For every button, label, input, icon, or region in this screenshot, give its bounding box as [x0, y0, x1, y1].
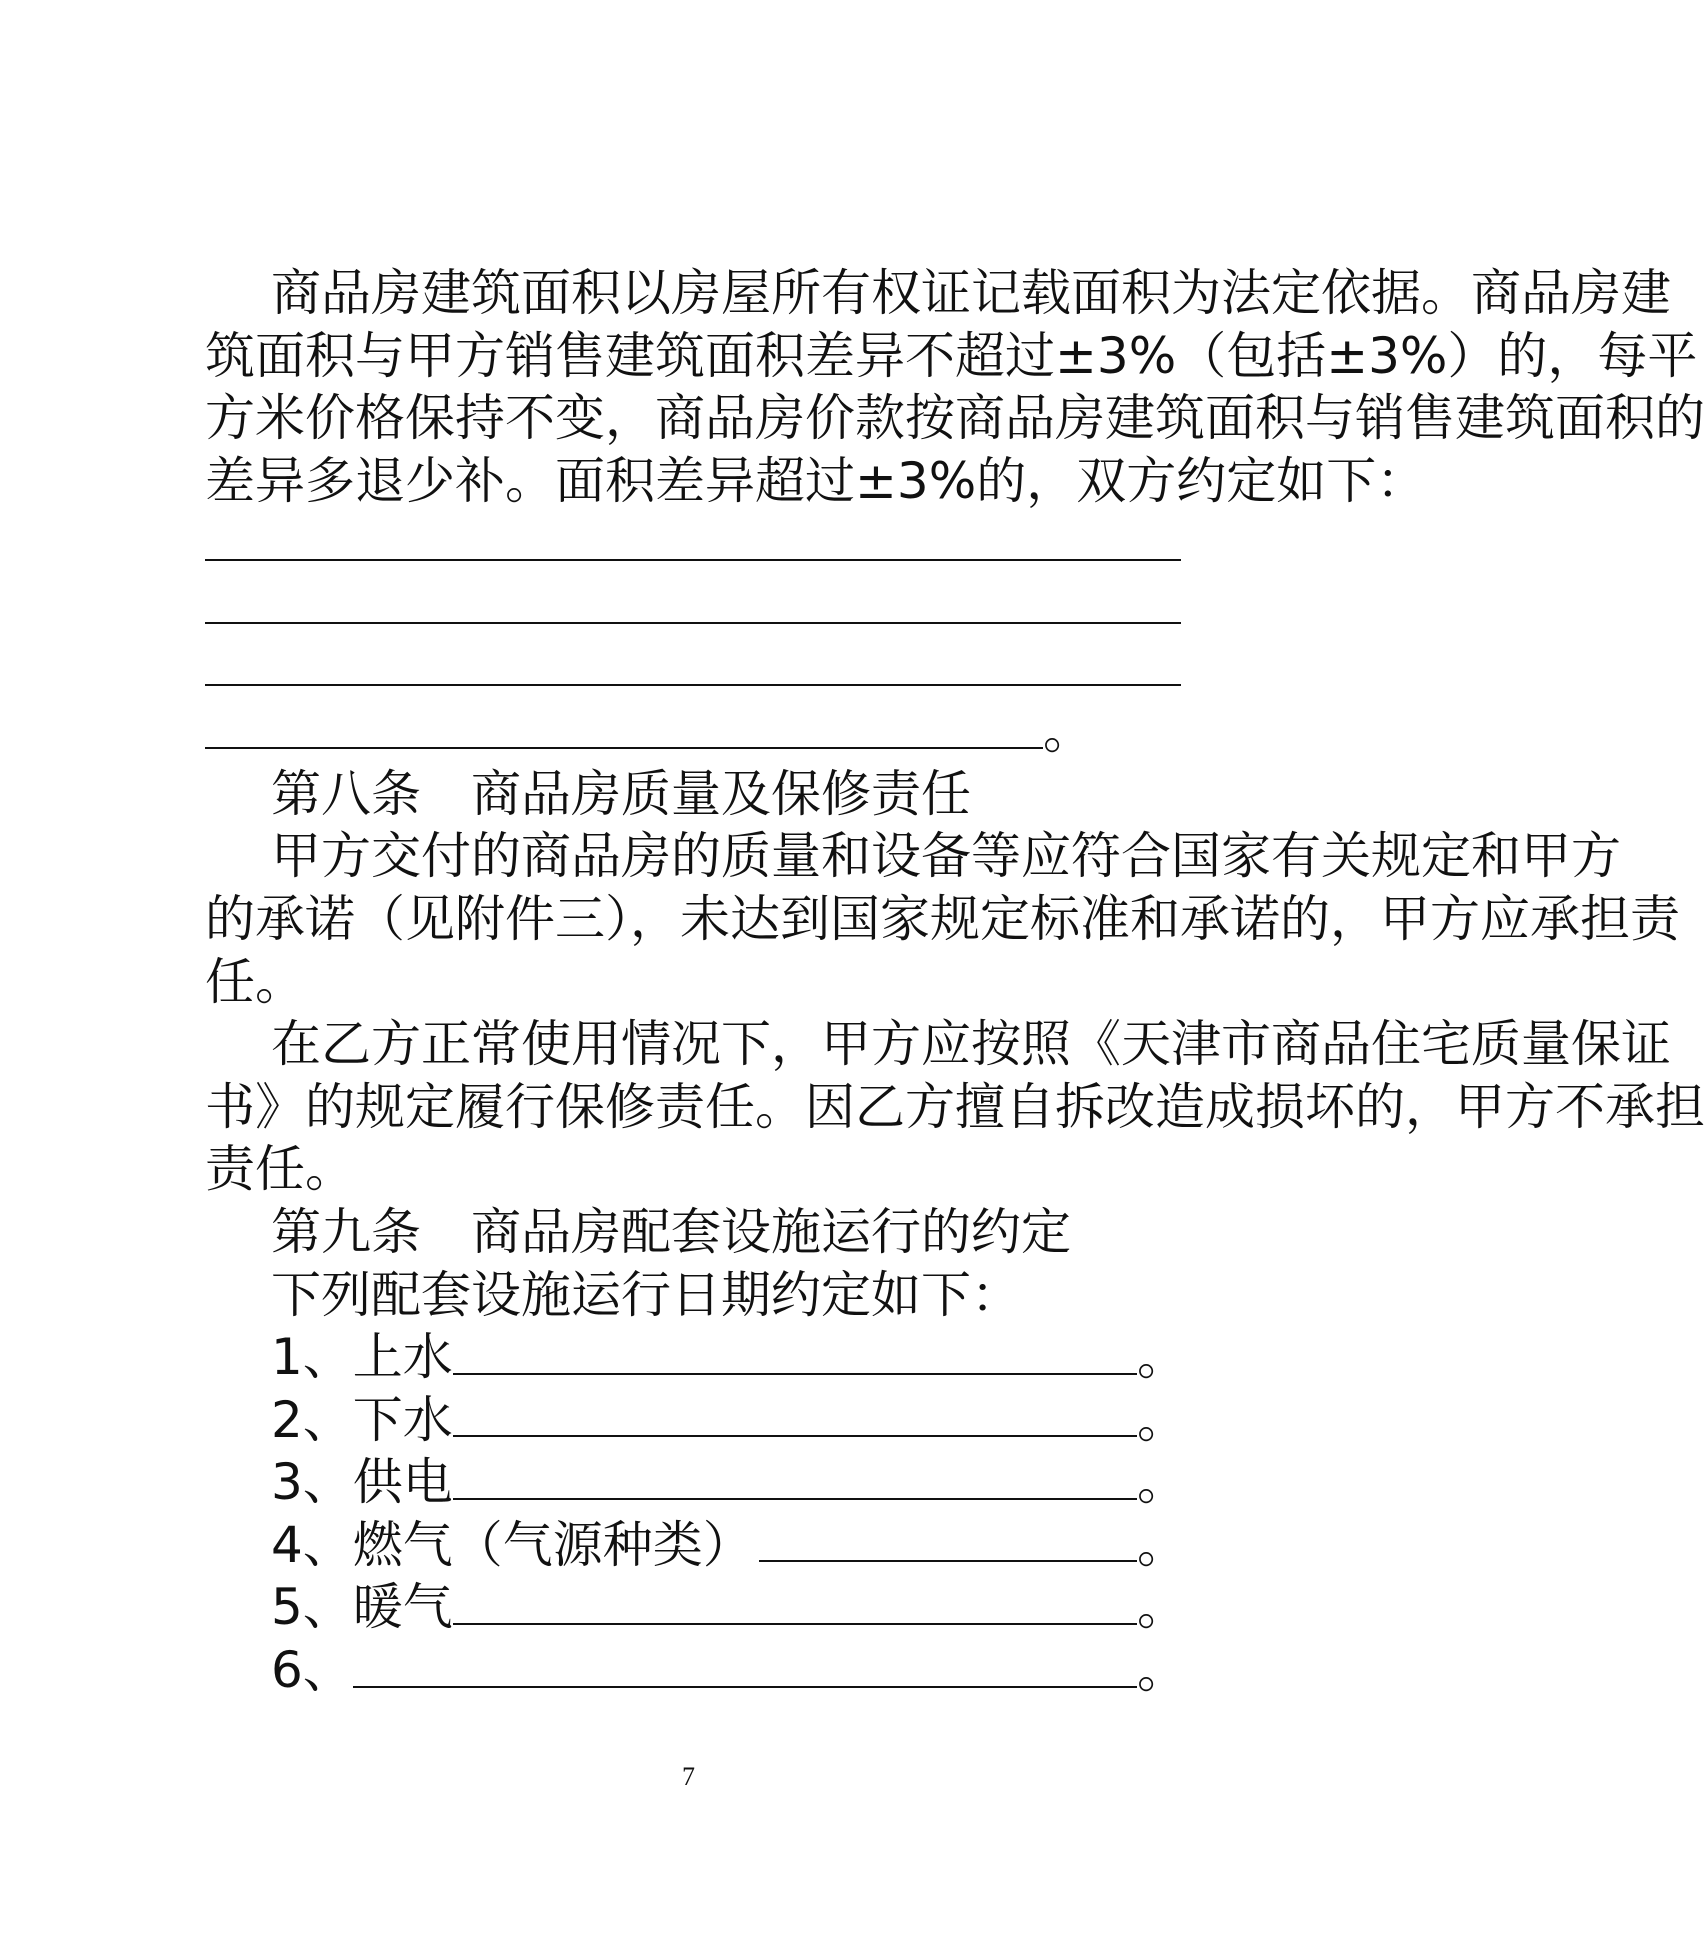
- facility-item-other[interactable]: [205, 1639, 1187, 1702]
- item-label: 2、下水: [271, 1390, 453, 1449]
- fill-blank[interactable]: [353, 1686, 1137, 1688]
- text-line: 的承诺（见附件三），未达到国家规定标准和承诺的，甲方应承担责: [205, 889, 1680, 948]
- facility-item-water-supply[interactable]: [205, 1326, 1187, 1389]
- item-label: 3、供电: [271, 1453, 453, 1512]
- period: 。: [1137, 1390, 1187, 1449]
- period: 。: [1137, 1641, 1187, 1700]
- blank-line[interactable]: [205, 512, 1181, 575]
- fill-blank[interactable]: [759, 1560, 1137, 1562]
- text-line: 在乙方正常使用情况下，甲方应按照《天津市商品住宅质量保证: [271, 1015, 1671, 1074]
- page-number: 7: [682, 1762, 695, 1791]
- period: 。: [1137, 1453, 1187, 1512]
- period: 。: [1137, 1578, 1187, 1637]
- facility-item-gas[interactable]: [205, 1514, 1187, 1577]
- text-line: 商品房建筑面积以房屋所有权证记载面积为法定依据。商品房建: [271, 264, 1671, 322]
- item-label: 5、暖气: [271, 1578, 453, 1637]
- text-line: 筑面积与甲方销售建筑面积差异不超过±3%（包括±3%）的，每平: [205, 326, 1698, 385]
- blank-line[interactable]: [205, 575, 1181, 638]
- period: 。: [1137, 1515, 1187, 1574]
- item-label: 1、上水: [271, 1328, 453, 1387]
- fill-blank[interactable]: [453, 1373, 1137, 1375]
- fill-blank[interactable]: [453, 1498, 1137, 1500]
- text-line: 责任。: [205, 1140, 355, 1199]
- article-9-intro: 下列配套设施运行日期约定如下：: [271, 1265, 1021, 1324]
- article-8-heading: 第八条 商品房质量及保修责任: [271, 764, 971, 823]
- item-label: 6、: [271, 1641, 353, 1700]
- item-label: 4、燃气（气源种类）: [271, 1515, 753, 1574]
- text-line: 方米价格保持不变，商品房价款按商品房建筑面积与销售建筑面积的: [205, 389, 1705, 448]
- text-line: 差异多退少补。面积差异超过±3%的，双方约定如下：: [205, 451, 1427, 510]
- blank-line-last[interactable]: [205, 700, 1181, 763]
- text-line: 书》的规定履行保修责任。因乙方擅自拆改造成损坏的，甲方不承担: [205, 1077, 1705, 1136]
- document-body: [205, 262, 1705, 1702]
- blank-line[interactable]: [205, 638, 1181, 701]
- facility-item-heating[interactable]: [205, 1576, 1187, 1639]
- period: 。: [1137, 1328, 1187, 1387]
- facility-item-drainage[interactable]: [205, 1389, 1187, 1452]
- facility-item-power[interactable]: [205, 1451, 1187, 1514]
- fill-blank[interactable]: [453, 1435, 1137, 1437]
- article-9-heading: 第九条 商品房配套设施运行的约定: [271, 1202, 1071, 1261]
- text-line: 甲方交付的商品房的质量和设备等应符合国家有关规定和甲方: [271, 827, 1621, 886]
- period: 。: [1043, 702, 1093, 761]
- fill-blank[interactable]: [453, 1623, 1137, 1625]
- text-line: 任。: [205, 952, 305, 1011]
